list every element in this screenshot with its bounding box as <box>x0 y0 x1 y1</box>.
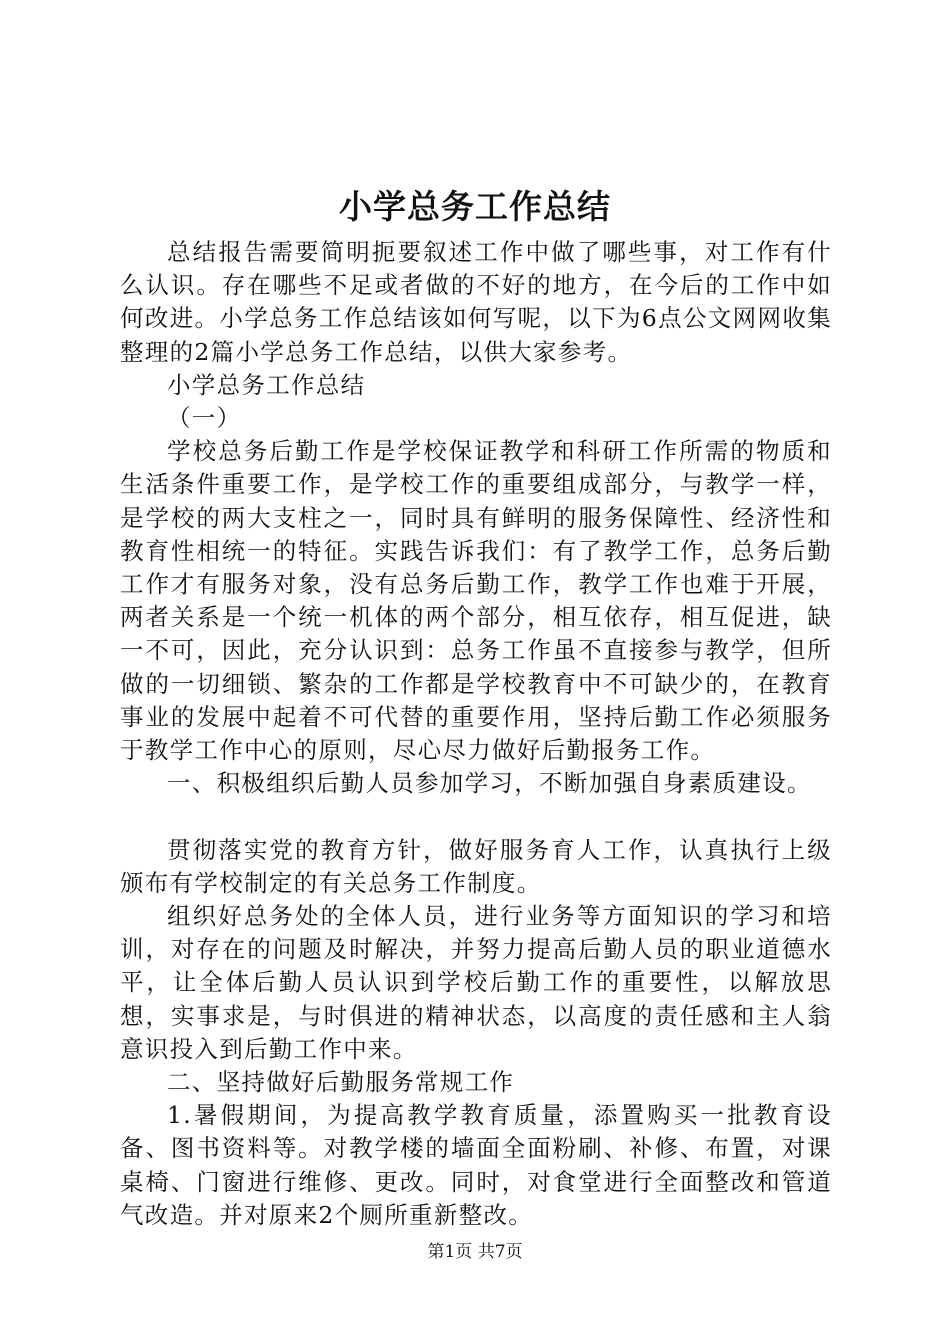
body-paragraph: 1.暑假期间，为提高教学教育质量，添置购买一批教育设备、图书资料等。对教学楼的墙面全面粉刷、补修、布置，对课桌椅、门窗进行维修、更改。同时，对食堂进行全面整改和管道气改造。并对原来2个厕所重新整改。 <box>120 1101 832 1229</box>
page-footer: 第1页 共7页 <box>427 1242 523 1262</box>
section-number: （一） <box>167 404 242 433</box>
body-paragraph: 组织好总务处的全体人员，进行业务等方面知识的学习和培训，对存在的问题及时解决，并努力提高后勤人员的职业道德水平，让全体后勤人员认识到学校后勤工作的重要性，以解放思想，实事求是，与时俱进的精神状态，以高度的责任感和主人翁意识投入到后勤工作中来。 <box>120 902 832 1063</box>
body-paragraph: 学校总务后勤工作是学校保证教学和科研工作所需的物质和生活条件重要工作，是学校工作的重要组成部分，与教学一样，是学校的两大支柱之一，同时具有鲜明的服务保障性、经济性和教育性相统一的特征。实践告诉我们：有了教学工作，总务后勤工作才有服务对象，没有总务后勤工作，教学工作也难于开展，两者关系是一个统一机体的两个部分，相互依存，相互促进，缺一不可，因此，充分认识到：总务工作虽不直接参与教学，但所做的一切细锁、繁杂的工作都是学校教育中不可缺少的，在教育事业的发展中起着不可代替的重要作用，坚持后勤工作必须服务于教学工作中心的原则，尽心尽力做好后勤报务工作。 <box>120 437 832 765</box>
blank-line <box>120 800 832 833</box>
document-body <box>120 236 832 1232</box>
section-heading-1: 一、积极组织后勤人员参加学习，不断加强自身素质建设。 <box>167 769 812 798</box>
document-title: 小学总务工作总结 <box>339 187 611 226</box>
section-heading-2: 二、坚持做好后勤服务常规工作 <box>167 1068 515 1097</box>
subtitle-line: 小学总务工作总结 <box>167 370 366 399</box>
intro-paragraph: 总结报告需要简明扼要叙述工作中做了哪些事，对工作有什么认识。存在哪些不足或者做的不好的地方，在今后的工作中如何改进。小学总务工作总结该如何写呢，以下为6点公文网网收集整理的2篇小学总务工作总结，以供大家参考。 <box>120 238 832 366</box>
body-paragraph: 贯彻落实党的教育方针，做好服务育人工作，认真执行上级颁布有学校制定的有关总务工作制度。 <box>120 835 832 897</box>
